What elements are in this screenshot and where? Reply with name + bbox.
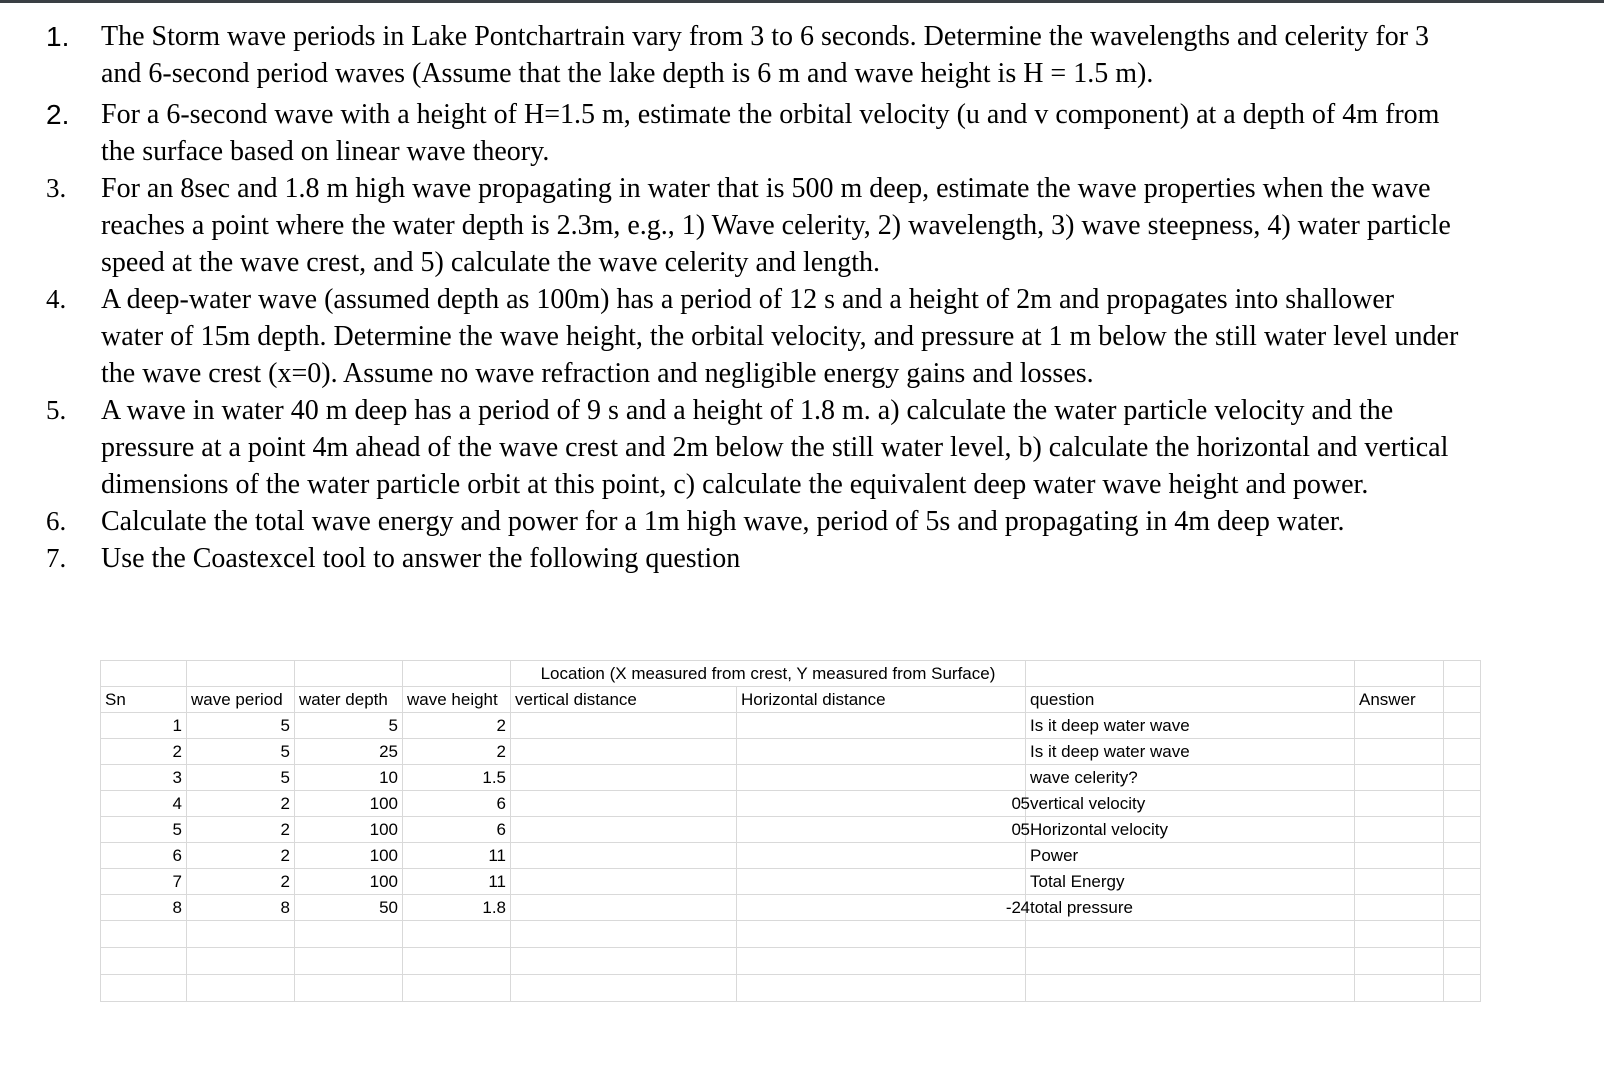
question-label: Total Energy xyxy=(1030,871,1125,891)
wave-height-cell[interactable]: 1.8 xyxy=(403,895,511,921)
cell[interactable] xyxy=(1355,948,1444,975)
question-number: 5. xyxy=(46,395,67,425)
water-depth-cell[interactable]: 100 xyxy=(295,869,403,895)
table-row xyxy=(101,765,1481,791)
sn-cell[interactable]: 7 xyxy=(101,869,187,895)
horizontal-distance-cell[interactable]: -2 xyxy=(737,895,1026,921)
cell[interactable] xyxy=(187,921,295,948)
cell[interactable] xyxy=(403,921,511,948)
header-wave-height[interactable]: wave height xyxy=(403,687,511,713)
question-cell[interactable] xyxy=(1020,791,1355,817)
cell[interactable] xyxy=(187,661,295,687)
sn-cell[interactable]: 6 xyxy=(101,843,187,869)
question-label: wave celerity? xyxy=(1030,767,1138,787)
empty-row xyxy=(101,948,1481,975)
header-answer[interactable]: Answer xyxy=(1355,687,1444,713)
cell[interactable] xyxy=(1355,661,1444,687)
wave-period-cell[interactable]: 2 xyxy=(187,869,295,895)
sn-cell[interactable]: 4 xyxy=(101,791,187,817)
wave-period-cell[interactable]: 2 xyxy=(187,791,295,817)
vertical-distance-cell[interactable] xyxy=(511,713,737,739)
wave-period-cell[interactable]: 2 xyxy=(187,817,295,843)
cell[interactable] xyxy=(101,975,187,1002)
answer-cell[interactable] xyxy=(1355,869,1444,895)
question-2 xyxy=(0,96,1461,170)
cell[interactable] xyxy=(1355,921,1444,948)
sn-cell[interactable]: 8 xyxy=(101,895,187,921)
table-row xyxy=(101,713,1481,739)
answer-cell[interactable] xyxy=(1355,739,1444,765)
water-depth-cell[interactable]: 100 xyxy=(295,817,403,843)
question-text: For an 8sec and 1.8 m high wave propagating in water that is 500 m deep, estimate the wave properties when the wave reaches a point where the water depth is 2.3m, e.g., 1) Wave celerity, 2) wavelength, 3) wave steepness, 4) water particle speed at the wave crest, and 5) calculate the wave celerity and length. xyxy=(101,173,1451,278)
wave-period-cell[interactable]: 5 xyxy=(187,739,295,765)
wave-height-cell[interactable]: 6 xyxy=(403,817,511,843)
wave-height-cell[interactable]: 2 xyxy=(403,713,511,739)
horizontal-distance-cell[interactable]: 0 xyxy=(737,791,1026,817)
header-horizontal-distance[interactable]: Horizontal distance xyxy=(737,687,1026,713)
cell[interactable] xyxy=(1444,791,1481,817)
question-number: 2. xyxy=(46,99,70,130)
question-number: 4. xyxy=(46,284,67,314)
cell[interactable] xyxy=(1026,661,1355,687)
wave-height-cell[interactable]: 2 xyxy=(403,739,511,765)
location-header-row xyxy=(101,661,1481,687)
cell[interactable] xyxy=(1444,817,1481,843)
question-cell[interactable] xyxy=(1026,765,1355,791)
question-5 xyxy=(0,392,1461,503)
cell[interactable] xyxy=(1444,895,1481,921)
answer-cell[interactable] xyxy=(1355,895,1444,921)
header-water-depth[interactable]: water depth xyxy=(295,687,403,713)
table-row xyxy=(101,895,1481,921)
question-label: Is it deep water wave xyxy=(1030,741,1190,761)
question-text: A deep-water wave (assumed depth as 100m) has a period of 12 s and a height of 2m and propagates into shallower water of 15m depth. Determine the wave height, the orbital velocity, and pressure at 1 m below the still water level under the wave crest (x=0). Assume no wave refraction and negligible energy gains and losses. xyxy=(101,284,1459,389)
vertical-distance-cell[interactable] xyxy=(511,765,737,791)
cell[interactable] xyxy=(511,948,737,975)
question-6 xyxy=(0,503,1461,540)
question-number: 1. xyxy=(46,21,70,52)
cell[interactable] xyxy=(403,975,511,1002)
table-row xyxy=(101,869,1481,895)
header-wave-period[interactable]: wave period xyxy=(187,687,295,713)
sn-cell[interactable]: 3 xyxy=(101,765,187,791)
cell[interactable] xyxy=(1444,843,1481,869)
wave-height-cell[interactable]: 11 xyxy=(403,869,511,895)
cell[interactable] xyxy=(1026,921,1355,948)
sn-cell[interactable]: 1 xyxy=(101,713,187,739)
answer-cell[interactable] xyxy=(1355,817,1444,843)
question-1 xyxy=(0,18,1461,92)
cell[interactable] xyxy=(295,921,403,948)
cell[interactable] xyxy=(295,948,403,975)
wave-height-cell[interactable]: 1.5 xyxy=(403,765,511,791)
cell[interactable] xyxy=(403,661,511,687)
question-ref: 5 xyxy=(1020,819,1030,839)
question-number: 6. xyxy=(46,506,67,536)
cell[interactable] xyxy=(1444,921,1481,948)
question-cell[interactable] xyxy=(1026,739,1355,765)
wave-height-cell[interactable]: 6 xyxy=(403,791,511,817)
vertical-distance-cell[interactable] xyxy=(511,843,737,869)
horizontal-distance-cell[interactable]: 0 xyxy=(737,817,1026,843)
vertical-distance-cell[interactable] xyxy=(511,817,737,843)
water-depth-cell[interactable]: 10 xyxy=(295,765,403,791)
water-depth-cell[interactable]: 50 xyxy=(295,895,403,921)
vertical-distance-cell[interactable] xyxy=(511,895,737,921)
question-3 xyxy=(0,170,1461,281)
sn-cell[interactable]: 2 xyxy=(101,739,187,765)
horizontal-distance-cell[interactable] xyxy=(737,765,1026,791)
answer-cell[interactable] xyxy=(1355,765,1444,791)
location-header[interactable]: Location (X measured from crest, Y measured from Surface) xyxy=(511,661,1026,687)
cell[interactable] xyxy=(1444,713,1481,739)
sn-cell[interactable]: 5 xyxy=(101,817,187,843)
water-depth-cell[interactable]: 100 xyxy=(295,843,403,869)
wave-height-cell[interactable]: 11 xyxy=(403,843,511,869)
wave-period-cell[interactable]: 2 xyxy=(187,843,295,869)
table-row xyxy=(101,843,1481,869)
cell[interactable] xyxy=(187,948,295,975)
cell[interactable] xyxy=(511,975,737,1002)
table-row xyxy=(101,817,1481,843)
header-sn[interactable]: Sn xyxy=(101,687,187,713)
table-row xyxy=(101,791,1481,817)
cell[interactable] xyxy=(403,948,511,975)
question-text: The Storm wave periods in Lake Pontchartrain vary from 3 to 6 seconds. Determine the wavelengths and celerity for 3 and 6-second period waves (Assume that the lake depth is 6 m and wave height is H = 1.5 m). xyxy=(101,21,1430,89)
wave-period-cell[interactable]: 8 xyxy=(187,895,295,921)
cell[interactable] xyxy=(1444,869,1481,895)
cell[interactable] xyxy=(737,975,1026,1002)
cell[interactable] xyxy=(101,948,187,975)
question-7 xyxy=(0,540,1461,577)
cell[interactable] xyxy=(187,975,295,1002)
cell[interactable] xyxy=(1026,948,1355,975)
question-text: Calculate the total wave energy and power for a 1m high wave, period of 5s and propagating in 4m deep water. xyxy=(101,506,1345,537)
question-ref: 4 xyxy=(1020,897,1030,917)
question-cell[interactable] xyxy=(1020,817,1355,843)
water-depth-cell[interactable]: 25 xyxy=(295,739,403,765)
table-row xyxy=(101,739,1481,765)
cell[interactable] xyxy=(101,661,187,687)
top-border xyxy=(0,0,1604,3)
wave-period-cell[interactable]: 5 xyxy=(187,765,295,791)
water-depth-cell[interactable]: 100 xyxy=(295,791,403,817)
cell[interactable] xyxy=(1026,975,1355,1002)
empty-row xyxy=(101,975,1481,1002)
question-label: Horizontal velocity xyxy=(1030,819,1168,839)
coastexcel-table xyxy=(100,660,1481,1002)
question-number: 7. xyxy=(46,543,67,573)
cell[interactable] xyxy=(1355,975,1444,1002)
wave-period-cell[interactable]: 5 xyxy=(187,713,295,739)
question-cell[interactable] xyxy=(1026,869,1355,895)
cell[interactable] xyxy=(1444,687,1481,713)
cell[interactable] xyxy=(1444,661,1481,687)
cell[interactable] xyxy=(1444,975,1481,1002)
question-list xyxy=(0,18,1604,577)
empty-row xyxy=(101,921,1481,948)
answer-cell[interactable] xyxy=(1355,713,1444,739)
question-text: Use the Coastexcel tool to answer the following question xyxy=(101,543,741,574)
cell[interactable] xyxy=(737,921,1026,948)
cell[interactable] xyxy=(1444,948,1481,975)
vertical-distance-cell[interactable] xyxy=(511,869,737,895)
question-number: 3. xyxy=(46,173,67,203)
question-label: vertical velocity xyxy=(1030,793,1146,813)
horizontal-distance-cell[interactable] xyxy=(737,869,1026,895)
question-cell[interactable] xyxy=(1020,895,1355,921)
question-label: Is it deep water wave xyxy=(1030,715,1190,735)
cell[interactable] xyxy=(511,921,737,948)
answer-cell[interactable] xyxy=(1355,791,1444,817)
cell[interactable] xyxy=(101,921,187,948)
horizontal-distance-cell[interactable] xyxy=(737,739,1026,765)
header-row xyxy=(101,687,1481,713)
water-depth-cell[interactable]: 5 xyxy=(295,713,403,739)
question-text: For a 6-second wave with a height of H=1.5 m, estimate the orbital velocity (u and v component) at a depth of 4m from the surface based on linear wave theory. xyxy=(101,99,1440,167)
horizontal-distance-cell[interactable] xyxy=(737,713,1026,739)
question-label: Power xyxy=(1030,845,1079,865)
question-cell[interactable] xyxy=(1026,713,1355,739)
header-vertical-distance[interactable]: vertical distance xyxy=(511,687,737,713)
header-question[interactable]: question xyxy=(1026,687,1355,713)
cell[interactable] xyxy=(737,948,1026,975)
question-cell[interactable] xyxy=(1026,843,1355,869)
vertical-distance-cell[interactable] xyxy=(511,739,737,765)
question-4 xyxy=(0,281,1461,392)
answer-cell[interactable] xyxy=(1355,843,1444,869)
cell[interactable] xyxy=(295,975,403,1002)
question-label: total pressure xyxy=(1030,897,1133,917)
cell[interactable] xyxy=(1444,765,1481,791)
cell[interactable] xyxy=(1444,739,1481,765)
question-ref: 5 xyxy=(1020,793,1030,813)
cell[interactable] xyxy=(295,661,403,687)
vertical-distance-cell[interactable] xyxy=(511,791,737,817)
horizontal-distance-cell[interactable] xyxy=(737,843,1026,869)
question-text: A wave in water 40 m deep has a period of 9 s and a height of 1.8 m. a) calculate the water particle velocity and the pressure at a point 4m ahead of the wave crest and 2m below the still water level, b) calculate the horizontal and vertical dimensions of the water particle orbit at this point, c) calculate the equivalent deep water wave height and power. xyxy=(101,395,1449,500)
